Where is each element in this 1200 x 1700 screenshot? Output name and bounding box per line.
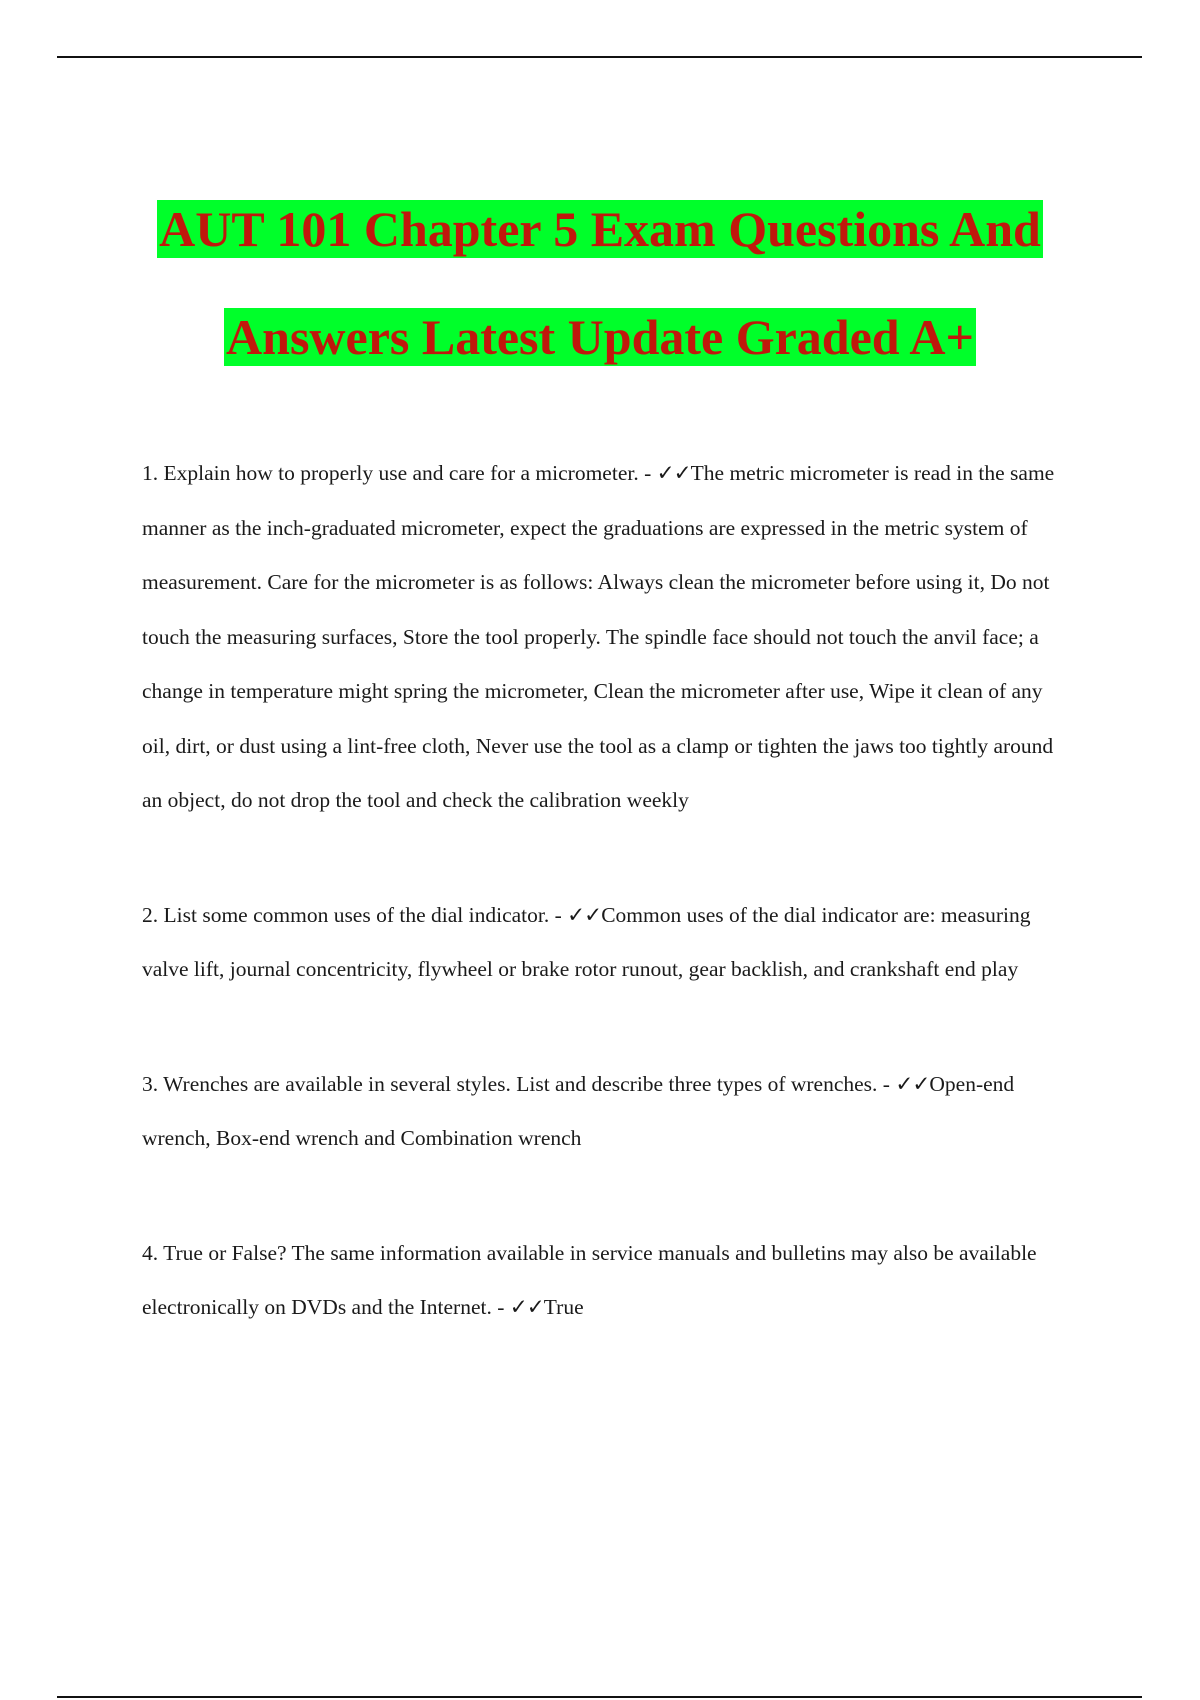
double-check-icon: ✓✓ bbox=[509, 1295, 544, 1319]
question-text: 1. Explain how to properly use and care for a micrometer. - bbox=[142, 461, 657, 485]
question-text: 2. List some common uses of the dial indicator. - bbox=[142, 902, 568, 927]
qa-item-4 bbox=[142, 1226, 1067, 1335]
qa-list bbox=[142, 446, 1067, 1335]
qa-item-2 bbox=[142, 888, 1067, 997]
answer-text: True bbox=[543, 1295, 584, 1319]
document-title bbox=[0, 200, 1200, 366]
title-line-2: Answers Latest Update Graded A+ bbox=[226, 309, 974, 365]
double-check-icon: ✓✓ bbox=[895, 1071, 930, 1096]
question-text: 4. True or False? The same information available in service manuals and bulletins may also be available electronically on DVDs and the Internet. - bbox=[142, 1240, 1037, 1319]
qa-item-3 bbox=[142, 1057, 1067, 1166]
bottom-rule bbox=[57, 1696, 1142, 1698]
qa-item-1 bbox=[142, 446, 1067, 828]
double-check-icon: ✓✓ bbox=[656, 461, 691, 485]
title-line-1: AUT 101 Chapter 5 Exam Questions And bbox=[159, 201, 1041, 257]
answer-text: Open-end wrench, Box-end wrench and Combination wrench bbox=[142, 1071, 1015, 1150]
answer-text: Common uses of the dial indicator are: measuring valve lift, journal concentricity, flywheel or brake rotor runout, gear backlish, and crankshaft end play bbox=[142, 902, 1031, 981]
top-rule bbox=[57, 56, 1142, 58]
double-check-icon: ✓✓ bbox=[567, 902, 602, 927]
question-text: 3. Wrenches are available in several styles. List and describe three types of wrenches. - bbox=[142, 1071, 896, 1096]
answer-text: The metric micrometer is read in the same manner as the inch-graduated micrometer, expect the graduations are expressed in the metric system of measurement. Care for the micrometer is as follows: Always clean the micrometer before using it, Do not touch the measuring surfaces, Store the tool properly. The spindle face should not touch the anvil face; a change in temperature might spring the micrometer, Clean the micrometer after use, Wipe it clean of any oil, dirt, or dust using a lint-free cloth, Never use the tool as a clamp or tighten the jaws too tightly around an object, do not drop the tool and check the calibration weekly bbox=[142, 461, 1055, 812]
